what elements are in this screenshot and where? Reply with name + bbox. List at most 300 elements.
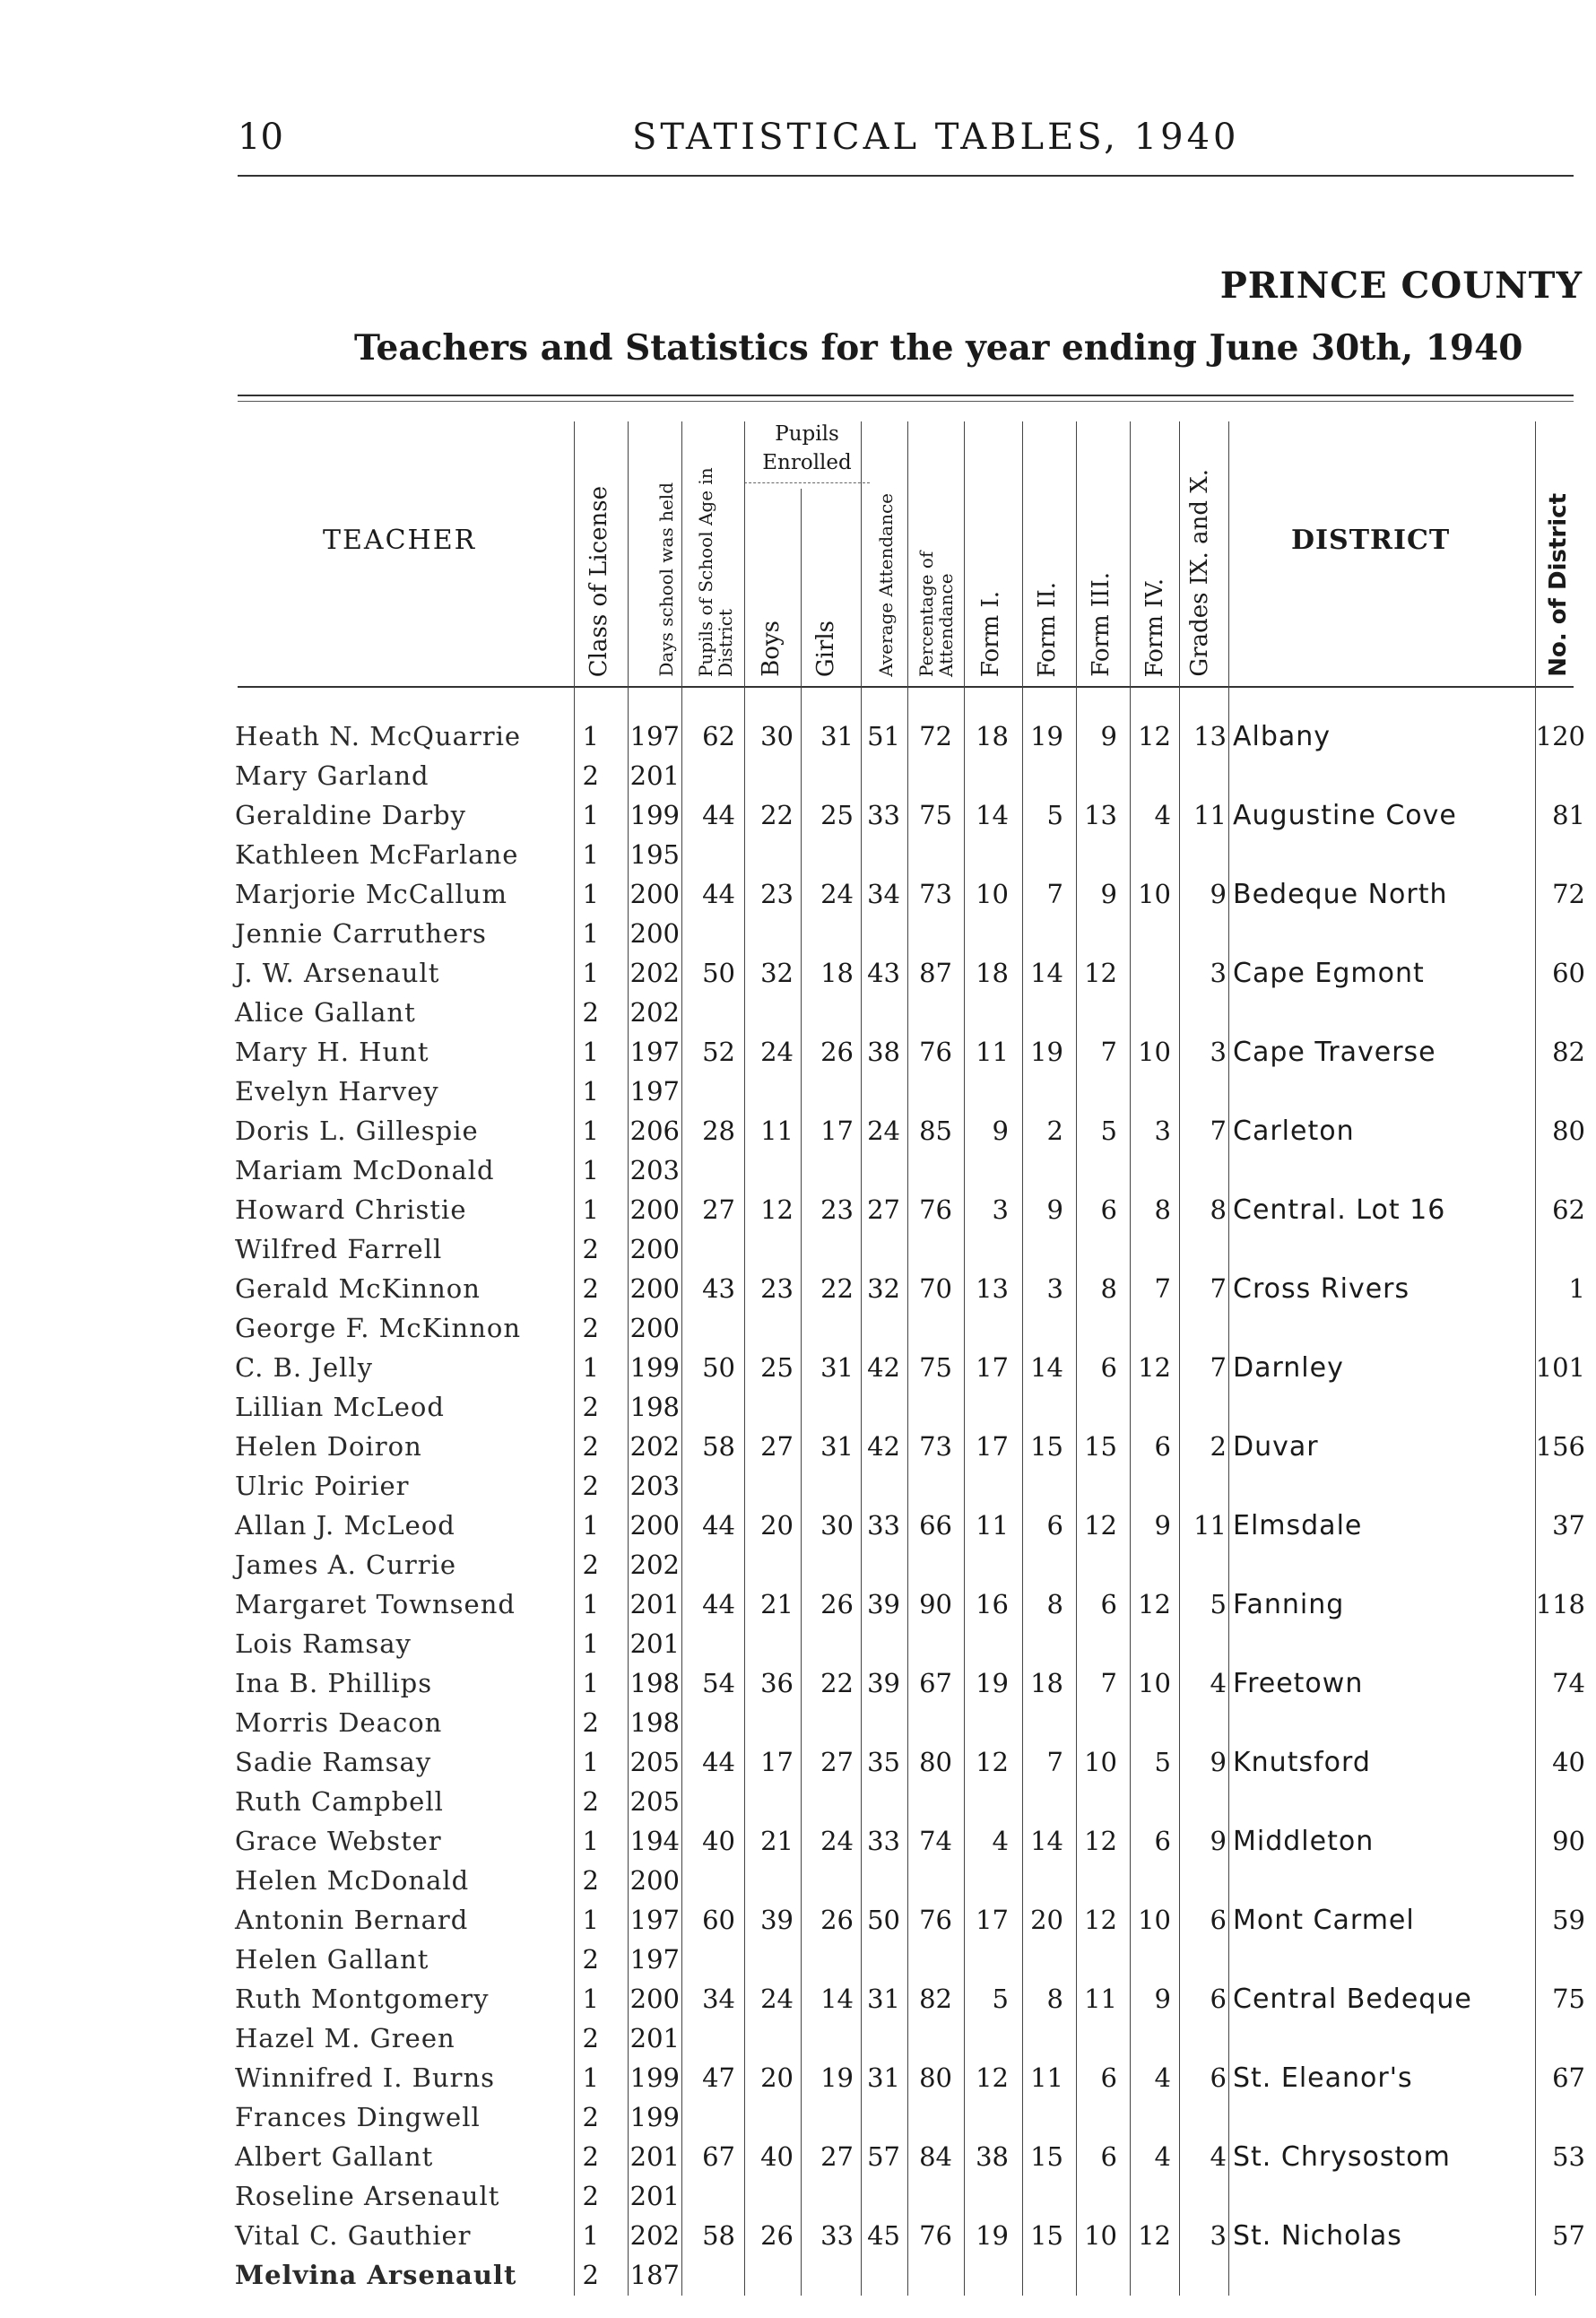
teacher-name: Morris Deacon — [235, 1707, 443, 1738]
cell-girls: 14 — [820, 1984, 854, 2014]
cell-days: 200 — [629, 879, 680, 909]
header-days-school-held: Days school was held — [655, 482, 677, 677]
cell-avg: 51 — [867, 721, 900, 751]
cell-days: 200 — [629, 1273, 680, 1304]
district-name: Knutsford — [1233, 1747, 1371, 1778]
table-row — [0, 2019, 1596, 2059]
cell-f1: 14 — [976, 800, 1009, 830]
cell-cls: 2 — [582, 760, 599, 791]
cell-days: 199 — [629, 2102, 680, 2132]
cell-f3: 7 — [1100, 1668, 1117, 1698]
cell-days: 198 — [629, 1707, 680, 1738]
cell-g: 6 — [1210, 2062, 1227, 2093]
cell-f3: 10 — [1084, 2220, 1117, 2251]
teacher-name: Hazel M. Green — [235, 2023, 455, 2053]
table-row — [0, 994, 1596, 1033]
table-row — [0, 1467, 1596, 1506]
table-row — [0, 1230, 1596, 1270]
header-average-attendance: Average Attendance — [875, 493, 897, 677]
cell-age: 34 — [702, 1984, 735, 2014]
cell-girls: 26 — [820, 1905, 854, 1935]
header-form-4: Form IV. — [1141, 577, 1168, 677]
cell-cls: 1 — [582, 1628, 599, 1659]
cell-boys: 17 — [760, 1747, 794, 1777]
cell-g: 9 — [1210, 1826, 1227, 1856]
cell-g: 7 — [1210, 1273, 1227, 1304]
cell-age: 50 — [702, 958, 735, 988]
cell-boys: 20 — [760, 2062, 794, 2093]
cell-girls: 33 — [820, 2220, 854, 2251]
cell-no: 101 — [1535, 1352, 1585, 1383]
table-row — [0, 1546, 1596, 1585]
cell-cls: 1 — [582, 1905, 599, 1935]
cell-cls: 1 — [582, 1076, 599, 1107]
cell-f4: 9 — [1154, 1510, 1171, 1541]
cell-f3: 6 — [1100, 2062, 1117, 2093]
cell-days: 201 — [629, 2181, 680, 2211]
table-row — [0, 1191, 1596, 1230]
cell-cls: 2 — [582, 1273, 599, 1304]
cell-f3: 12 — [1084, 958, 1117, 988]
teacher-name: Evelyn Harvey — [235, 1076, 439, 1107]
cell-days: 197 — [629, 1037, 680, 1067]
cell-g: 11 — [1193, 1510, 1227, 1541]
teacher-name: Mary H. Hunt — [235, 1037, 429, 1067]
cell-girls: 27 — [820, 2141, 854, 2172]
cell-cls: 1 — [582, 918, 599, 949]
cell-cls: 1 — [582, 1826, 599, 1856]
cell-days: 200 — [629, 1510, 680, 1541]
cell-cls: 1 — [582, 839, 599, 870]
table-top-rule — [238, 395, 1574, 396]
cell-f4: 8 — [1154, 1194, 1171, 1225]
table-row — [0, 1664, 1596, 1704]
cell-f3: 12 — [1084, 1510, 1117, 1541]
cell-girls: 31 — [820, 1431, 854, 1462]
cell-f4: 3 — [1154, 1116, 1171, 1146]
cell-pct: 80 — [919, 1747, 952, 1777]
cell-f4: 4 — [1154, 800, 1171, 830]
cell-f3: 5 — [1100, 1116, 1117, 1146]
teacher-name: Ina B. Phillips — [235, 1668, 433, 1698]
teacher-name: Melvina Arsenault — [235, 2260, 517, 2290]
cell-days: 199 — [629, 1352, 680, 1383]
cell-f1: 19 — [976, 2220, 1009, 2251]
cell-avg: 24 — [867, 1116, 900, 1146]
cell-f4: 7 — [1154, 1273, 1171, 1304]
teacher-name: Heath N. McQuarrie — [235, 721, 522, 751]
cell-avg: 42 — [867, 1352, 900, 1383]
cell-days: 199 — [629, 800, 680, 830]
cell-days: 198 — [629, 1668, 680, 1698]
cell-avg: 35 — [867, 1747, 900, 1777]
cell-g: 7 — [1210, 1116, 1227, 1146]
cell-avg: 50 — [867, 1905, 900, 1935]
cell-boys: 21 — [760, 1589, 794, 1619]
cell-cls: 2 — [582, 1707, 599, 1738]
teacher-name: Geraldine Darby — [235, 800, 467, 830]
cell-f1: 17 — [976, 1352, 1009, 1383]
cell-f3: 9 — [1100, 879, 1117, 909]
cell-avg: 39 — [867, 1668, 900, 1698]
cell-cls: 2 — [582, 2141, 599, 2172]
cell-f3: 6 — [1100, 1194, 1117, 1225]
cell-no: 118 — [1535, 1589, 1585, 1619]
cell-age: 54 — [702, 1668, 735, 1698]
teacher-name: Wilfred Farrell — [235, 1234, 443, 1264]
header-pupils-enrolled: Pupils Enrolled — [762, 422, 852, 474]
cell-days: 187 — [629, 2260, 680, 2290]
cell-f1: 38 — [976, 2141, 1009, 2172]
cell-f3: 12 — [1084, 1905, 1117, 1935]
teacher-name: Ruth Campbell — [235, 1786, 444, 1817]
cell-f2: 8 — [1046, 1984, 1063, 2014]
cell-f4: 10 — [1138, 879, 1171, 909]
cell-f1: 12 — [976, 2062, 1009, 2093]
cell-f1: 16 — [976, 1589, 1009, 1619]
table-row — [0, 2138, 1596, 2177]
cell-days: 203 — [629, 1471, 680, 1501]
cell-girls: 19 — [820, 2062, 854, 2093]
cell-f4: 4 — [1154, 2141, 1171, 2172]
cell-no: 75 — [1552, 1984, 1585, 2014]
teacher-name: Margaret Townsend — [235, 1589, 516, 1619]
district-name: Duvar — [1233, 1431, 1319, 1463]
cell-days: 201 — [629, 1589, 680, 1619]
header-grades-9-10: Grades IX. and X. — [1186, 469, 1213, 677]
cell-f3: 8 — [1100, 1273, 1117, 1304]
cell-age: 27 — [702, 1194, 735, 1225]
cell-g: 13 — [1193, 721, 1227, 751]
table-row — [0, 2098, 1596, 2138]
table-row — [0, 1940, 1596, 1980]
cell-f2: 3 — [1046, 1273, 1063, 1304]
teacher-name: Mariam McDonald — [235, 1155, 495, 1185]
cell-cls: 1 — [582, 1155, 599, 1185]
cell-f4: 4 — [1154, 2062, 1171, 2093]
cell-f1: 17 — [976, 1431, 1009, 1462]
cell-f4: 6 — [1154, 1431, 1171, 1462]
district-name: Carleton — [1233, 1116, 1355, 1147]
cell-pct: 66 — [919, 1510, 952, 1541]
teacher-name: Kathleen McFarlane — [235, 839, 519, 870]
cell-days: 201 — [629, 760, 680, 791]
cell-f1: 17 — [976, 1905, 1009, 1935]
cell-pct: 74 — [919, 1826, 952, 1856]
cell-cls: 1 — [582, 958, 599, 988]
cell-pct: 73 — [919, 879, 952, 909]
cell-days: 201 — [629, 2141, 680, 2172]
table-row — [0, 1585, 1596, 1625]
cell-f1: 11 — [976, 1510, 1009, 1541]
cell-f3: 6 — [1100, 1589, 1117, 1619]
teacher-name: Winnifred I. Burns — [235, 2062, 496, 2093]
cell-age: 44 — [702, 1589, 735, 1619]
cell-f4: 12 — [1138, 721, 1171, 751]
table-row — [0, 1388, 1596, 1428]
cell-girls: 24 — [820, 879, 854, 909]
cell-boys: 23 — [760, 1273, 794, 1304]
cell-no: 1 — [1568, 1273, 1585, 1304]
cell-no: 90 — [1552, 1826, 1585, 1856]
cell-f4: 6 — [1154, 1826, 1171, 1856]
cell-days: 200 — [629, 1984, 680, 2014]
cell-days: 202 — [629, 997, 680, 1028]
teacher-name: Helen McDonald — [235, 1865, 470, 1896]
cell-days: 202 — [629, 1431, 680, 1462]
cell-days: 197 — [629, 1905, 680, 1935]
cell-pct: 76 — [919, 1194, 952, 1225]
teacher-name: J. W. Arsenault — [235, 958, 440, 988]
district-name: Mont Carmel — [1233, 1905, 1415, 1936]
cell-days: 200 — [629, 1194, 680, 1225]
cell-age: 58 — [702, 2220, 735, 2251]
teacher-name: Lois Ramsay — [235, 1628, 412, 1659]
district-name: Darnley — [1233, 1352, 1344, 1384]
cell-pct: 84 — [919, 2141, 952, 2172]
cell-age: 28 — [702, 1116, 735, 1146]
cell-days: 202 — [629, 2220, 680, 2251]
header-district: DISTRICT — [1291, 525, 1451, 556]
cell-age: 67 — [702, 2141, 735, 2172]
cell-days: 200 — [629, 918, 680, 949]
table-row — [0, 1112, 1596, 1151]
cell-pct: 76 — [919, 1037, 952, 1067]
teacher-name: Gerald McKinnon — [235, 1273, 481, 1304]
cell-days: 205 — [629, 1747, 680, 1777]
cell-f2: 15 — [1030, 2141, 1063, 2172]
cell-age: 40 — [702, 1826, 735, 1856]
page-header — [238, 117, 1574, 161]
teacher-name: Alice Gallant — [235, 997, 416, 1028]
cell-no: 81 — [1552, 800, 1585, 830]
header-class-of-license: Class of License — [585, 485, 612, 677]
table-row — [0, 2256, 1596, 2296]
cell-girls: 30 — [820, 1510, 854, 1541]
cell-f2: 15 — [1030, 2220, 1063, 2251]
teacher-name: Ruth Montgomery — [235, 1984, 490, 2014]
cell-avg: 39 — [867, 1589, 900, 1619]
teacher-name: James A. Currie — [235, 1550, 457, 1580]
cell-boys: 24 — [760, 1037, 794, 1067]
table-row — [0, 954, 1596, 994]
cell-cls: 2 — [582, 2102, 599, 2132]
header-teacher: TEACHER — [323, 525, 477, 556]
cell-g: 5 — [1210, 1589, 1227, 1619]
cell-pct: 76 — [919, 2220, 952, 2251]
cell-f2: 15 — [1030, 1431, 1063, 1462]
cell-days: 197 — [629, 721, 680, 751]
cell-g: 3 — [1210, 958, 1227, 988]
cell-boys: 26 — [760, 2220, 794, 2251]
cell-girls: 17 — [820, 1116, 854, 1146]
cell-cls: 1 — [582, 800, 599, 830]
cell-pct: 70 — [919, 1273, 952, 1304]
cell-age: 44 — [702, 1747, 735, 1777]
district-name: Middleton — [1233, 1826, 1375, 1857]
cell-pct: 76 — [919, 1905, 952, 1935]
cell-cls: 1 — [582, 1510, 599, 1541]
table-top-rule-thin — [238, 401, 1574, 402]
cell-f2: 19 — [1030, 721, 1063, 751]
teacher-name: Ulric Poirier — [235, 1471, 410, 1501]
table-row — [0, 2177, 1596, 2217]
cell-avg: 57 — [867, 2141, 900, 2172]
cell-f1: 5 — [992, 1984, 1009, 2014]
cell-girls: 31 — [820, 721, 854, 751]
cell-g: 3 — [1210, 1037, 1227, 1067]
teacher-name: Doris L. Gillespie — [235, 1116, 479, 1146]
cell-pct: 75 — [919, 800, 952, 830]
cell-avg: 33 — [867, 1826, 900, 1856]
cell-avg: 33 — [867, 800, 900, 830]
header-rule — [238, 175, 1574, 177]
cell-f2: 19 — [1030, 1037, 1063, 1067]
cell-boys: 12 — [760, 1194, 794, 1225]
cell-cls: 2 — [582, 1313, 599, 1343]
table-row — [0, 1783, 1596, 1822]
teacher-name: Albert Gallant — [235, 2141, 434, 2172]
cell-cls: 2 — [582, 2023, 599, 2053]
cell-g: 9 — [1210, 879, 1227, 909]
cell-age: 44 — [702, 1510, 735, 1541]
teacher-name: George F. McKinnon — [235, 1313, 522, 1343]
district-name: Albany — [1233, 721, 1331, 752]
table-row — [0, 796, 1596, 836]
cell-cls: 2 — [582, 1550, 599, 1580]
cell-f3: 11 — [1084, 1984, 1117, 2014]
cell-pct: 73 — [919, 1431, 952, 1462]
cell-girls: 23 — [820, 1194, 854, 1225]
cell-cls: 1 — [582, 879, 599, 909]
cell-boys: 23 — [760, 879, 794, 909]
cell-f4: 12 — [1138, 1589, 1171, 1619]
cell-f1: 11 — [976, 1037, 1009, 1067]
cell-days: 199 — [629, 2062, 680, 2093]
cell-no: 82 — [1552, 1037, 1585, 1067]
table-row — [0, 1270, 1596, 1309]
cell-cls: 2 — [582, 2181, 599, 2211]
cell-boys: 30 — [760, 721, 794, 751]
district-name: Augustine Cove — [1233, 800, 1457, 831]
cell-boys: 21 — [760, 1826, 794, 1856]
cell-cls: 1 — [582, 721, 599, 751]
table-row — [0, 1309, 1596, 1349]
cell-age: 58 — [702, 1431, 735, 1462]
teacher-name: Helen Doiron — [235, 1431, 422, 1462]
cell-cls: 2 — [582, 2260, 599, 2290]
cell-age: 60 — [702, 1905, 735, 1935]
cell-boys: 39 — [760, 1905, 794, 1935]
cell-cls: 2 — [582, 1471, 599, 1501]
cell-days: 202 — [629, 958, 680, 988]
district-name: Cape Egmont — [1233, 958, 1425, 989]
table-row — [0, 1901, 1596, 1940]
cell-age: 44 — [702, 879, 735, 909]
cell-avg: 34 — [867, 879, 900, 909]
table-row — [0, 1072, 1596, 1112]
running-title: STATISTICAL TABLES, 1940 — [632, 117, 1240, 158]
cell-f4: 10 — [1138, 1037, 1171, 1067]
cell-f4: 10 — [1138, 1905, 1171, 1935]
cell-no: 156 — [1535, 1431, 1585, 1462]
cell-cls: 1 — [582, 1352, 599, 1383]
cell-f3: 6 — [1100, 2141, 1117, 2172]
table-row — [0, 2059, 1596, 2098]
cell-no: 60 — [1552, 958, 1585, 988]
cell-g: 4 — [1210, 2141, 1227, 2172]
cell-g: 11 — [1193, 800, 1227, 830]
cell-cls: 1 — [582, 2220, 599, 2251]
cell-g: 7 — [1210, 1352, 1227, 1383]
district-name: St. Nicholas — [1233, 2220, 1402, 2252]
cell-age: 43 — [702, 1273, 735, 1304]
teacher-name: Sadie Ramsay — [235, 1747, 432, 1777]
pupils-enrolled-rule — [744, 482, 870, 483]
cell-avg: 27 — [867, 1194, 900, 1225]
cell-girls: 25 — [820, 800, 854, 830]
cell-cls: 1 — [582, 2062, 599, 2093]
header-percentage-attendance: Percentage of Attendance — [915, 551, 957, 677]
table-row — [0, 717, 1596, 757]
cell-f3: 6 — [1100, 1352, 1117, 1383]
cell-age: 50 — [702, 1352, 735, 1383]
cell-f3: 13 — [1084, 800, 1117, 830]
cell-avg: 45 — [867, 2220, 900, 2251]
cell-f2: 20 — [1030, 1905, 1063, 1935]
district-name: Central Bedeque — [1233, 1984, 1472, 2015]
cell-days: 200 — [629, 1234, 680, 1264]
cell-pct: 90 — [919, 1589, 952, 1619]
table-row — [0, 1625, 1596, 1664]
cell-days: 202 — [629, 1550, 680, 1580]
teacher-name: Roseline Arsenault — [235, 2181, 500, 2211]
cell-f1: 9 — [992, 1116, 1009, 1146]
teacher-name: Antonin Bernard — [235, 1905, 469, 1935]
cell-f2: 14 — [1030, 958, 1063, 988]
cell-girls: 18 — [820, 958, 854, 988]
table-row — [0, 1862, 1596, 1901]
county-title: PRINCE COUNTY — [1219, 265, 1583, 307]
page-number: 10 — [238, 117, 283, 158]
cell-age: 44 — [702, 800, 735, 830]
cell-f2: 7 — [1046, 1747, 1063, 1777]
cell-days: 197 — [629, 1076, 680, 1107]
table-row — [0, 836, 1596, 875]
district-name: St. Chrysostom — [1233, 2141, 1451, 2173]
cell-no: 72 — [1552, 879, 1585, 909]
cell-cls: 2 — [582, 1865, 599, 1896]
cell-no: 80 — [1552, 1116, 1585, 1146]
cell-no: 57 — [1552, 2220, 1585, 2251]
cell-avg: 31 — [867, 1984, 900, 2014]
cell-avg: 31 — [867, 2062, 900, 2093]
cell-pct: 80 — [919, 2062, 952, 2093]
teacher-name: Grace Webster — [235, 1826, 442, 1856]
table-row — [0, 875, 1596, 915]
table-subtitle: Teachers and Statistics for the year ending June 30th, 1940 — [354, 327, 1523, 369]
cell-no: 62 — [1552, 1194, 1585, 1225]
cell-cls: 2 — [582, 1234, 599, 1264]
district-name: Fanning — [1233, 1589, 1345, 1620]
cell-g: 2 — [1210, 1431, 1227, 1462]
cell-age: 62 — [702, 721, 735, 751]
cell-days: 198 — [629, 1392, 680, 1422]
district-name: Freetown — [1233, 1668, 1364, 1699]
cell-boys: 27 — [760, 1431, 794, 1462]
cell-girls: 26 — [820, 1589, 854, 1619]
cell-no: 37 — [1552, 1510, 1585, 1541]
